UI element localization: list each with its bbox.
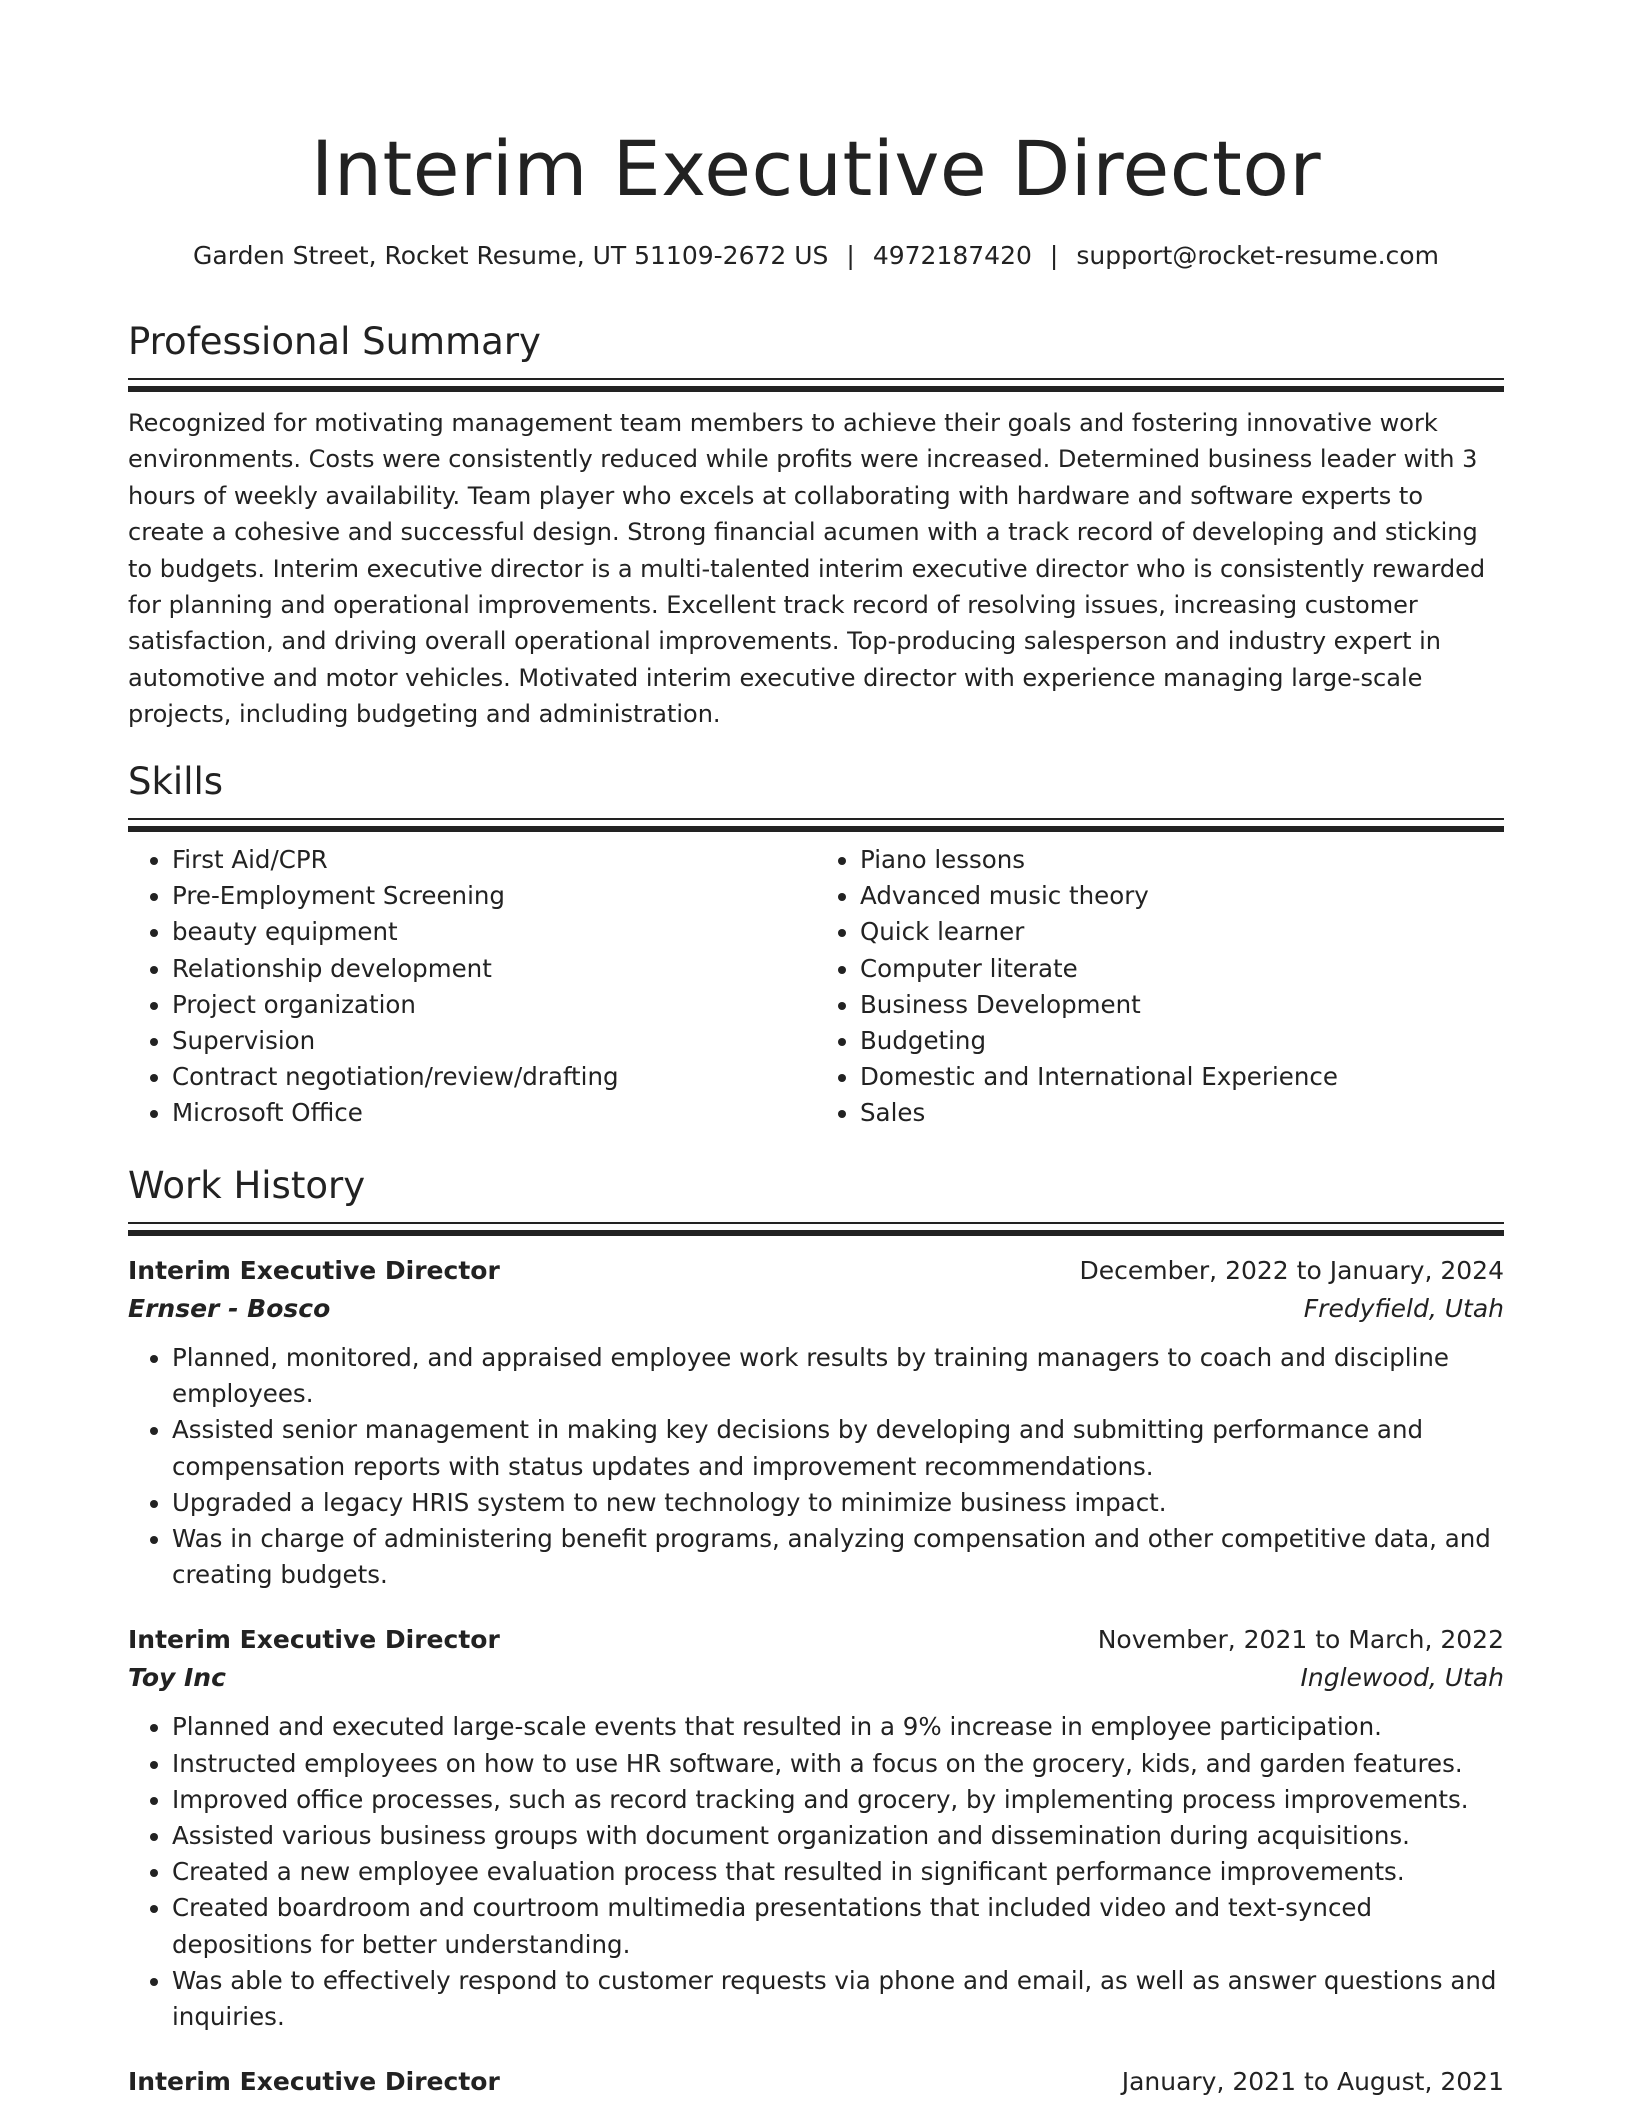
summary-heading: Professional Summary — [128, 320, 541, 363]
section-divider — [128, 378, 1504, 380]
job-bullet: • Instructed employees on how to use HR software, with a focus on the grocery, kids, and garden features. — [172, 1746, 1504, 1782]
skill-item: • Relationship development — [172, 951, 816, 987]
resume-name: Interim Executive Director — [310, 124, 1322, 213]
skill-item: • Microsoft Office — [172, 1095, 816, 1131]
job-location: Inglewood, Utah — [1300, 1663, 1504, 1693]
job-bullet: • Planned and executed large-scale events that resulted in a 9% increase in employee participation. — [172, 1709, 1504, 1745]
skills-column-left — [128, 842, 816, 1132]
job-entry — [128, 1621, 1504, 2035]
job-dates: November, 2021 to March, 2022 — [1097, 1625, 1504, 1655]
job-entry — [128, 1252, 1504, 1593]
skill-item: • Computer literate — [860, 951, 1504, 987]
job-company: Toy Inc — [128, 1663, 226, 1693]
job-dates: December, 2022 to January, 2024 — [1079, 1256, 1504, 1285]
skill-item: • Supervision — [172, 1023, 816, 1059]
skill-item: • beauty equipment — [172, 914, 816, 950]
summary-section — [128, 318, 1504, 757]
job-location: Fredyfield, Utah — [1303, 1294, 1504, 1323]
job-bullet: • Improved office processes, such as record tracking and grocery, by implementing process improvements. — [172, 1782, 1504, 1818]
skill-item: • First Aid/CPR — [172, 842, 816, 878]
skill-item: • Sales — [860, 1095, 1504, 1131]
skill-item: • Quick learner — [860, 914, 1504, 950]
job-bullet: • Was in charge of administering benefit programs, analyzing compensation and other competitive data, and creating budgets. — [172, 1521, 1504, 1593]
skill-item: • Project organization — [172, 987, 816, 1023]
section-divider — [128, 1222, 1504, 1224]
job-bullet: • Upgraded a legacy HRIS system to new technology to minimize business impact. — [172, 1485, 1504, 1521]
job-entry — [128, 2063, 1504, 2101]
job-dates: January, 2021 to August, 2021 — [1121, 2067, 1504, 2097]
skills-heading: Skills — [128, 760, 224, 803]
summary-text: Recognized for motivating management team members to achieve their goals and fostering innovative work environments. Costs were consistently reduced while profits were increased. Determined business leader with 3 hours of weekly availability. Team player who excels at collaborating with hardware and software experts to create a cohesive and successful design. Strong financial acumen with a track record of developing and sticking to budgets. Interim executive director is a multi-talented interim executive director who is consistently rewarded for planning and operational improvements. Excellent track record of resolving issues, increasing customer satisfaction, and driving overall operational improvements. Top-producing salesperson and industry expert in automotive and motor vehicles. Motivated interim executive director with experience managing large-scale projects, including budgeting and administration. — [128, 409, 1486, 729]
job-bullet: • Assisted various business groups with document organization and dissemination during acquisitions. — [172, 1818, 1504, 1854]
skill-item: • Contract negotiation/review/drafting — [172, 1059, 816, 1095]
section-divider — [128, 818, 1504, 820]
contact-separator: | — [846, 241, 855, 270]
skills-list — [128, 842, 1504, 1132]
skills-column-right — [816, 842, 1504, 1132]
skill-item: • Pre-Employment Screening — [172, 878, 816, 914]
skill-item: • Advanced music theory — [860, 878, 1504, 914]
job-company: Ernser - Bosco — [128, 1294, 331, 1323]
job-bullet: • Created boardroom and courtroom multimedia presentations that included video and text-synced depositions for better understanding. — [172, 1890, 1504, 1962]
job-bullet: • Created a new employee evaluation process that resulted in significant performance improvements. — [172, 1854, 1504, 1890]
section-divider — [128, 826, 1504, 832]
skill-item: • Domestic and International Experience — [860, 1059, 1504, 1095]
contact-email: support@rocket-resume.com — [1076, 241, 1439, 270]
contact-line — [128, 240, 1504, 272]
work-history-section — [128, 1162, 1504, 2101]
job-title: Interim Executive Director — [128, 1256, 500, 1285]
job-bullets — [128, 1340, 1504, 1593]
job-bullets — [128, 1709, 1504, 2035]
job-bullet: • Planned, monitored, and appraised employee work results by training managers to coach and discipline employees. — [172, 1340, 1504, 1412]
job-bullet: • Was able to effectively respond to customer requests via phone and email, as well as answer questions and inquiries. — [172, 1963, 1504, 2035]
job-title: Interim Executive Director — [128, 1625, 500, 1655]
skill-item: • Business Development — [860, 987, 1504, 1023]
job-bullet: • Assisted senior management in making key decisions by developing and submitting performance and compensation reports with status updates and improvement recommendations. — [172, 1412, 1504, 1484]
work-history-heading: Work History — [128, 1164, 366, 1207]
skill-item: • Piano lessons — [860, 842, 1504, 878]
skills-section — [128, 758, 1504, 1132]
contact-address: Garden Street, Rocket Resume, UT 51109-2672 US — [193, 241, 829, 270]
contact-phone: 4972187420 — [872, 241, 1032, 270]
section-divider — [128, 386, 1504, 392]
skill-item: • Budgeting — [860, 1023, 1504, 1059]
contact-separator: | — [1049, 241, 1059, 270]
section-divider — [128, 1230, 1504, 1236]
job-title: Interim Executive Director — [128, 2067, 500, 2097]
